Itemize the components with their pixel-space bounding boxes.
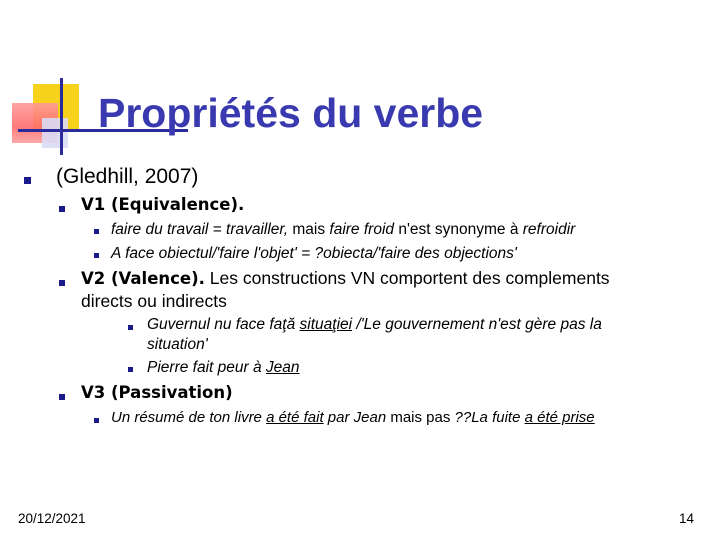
v2-rest: Les constructions VN comportent des complements <box>204 268 610 288</box>
v3-heading: V3 (Passivation) <box>81 383 233 402</box>
v2-item-2-b: Jean <box>265 359 300 376</box>
v1-item-1 <box>111 221 575 239</box>
v3-item-1-c: par Jean <box>323 409 387 426</box>
v1-item-1-a: faire du travail = travailler, <box>111 221 289 238</box>
v2-heading: V2 (Valence). <box>81 269 205 288</box>
bullet-square-icon <box>94 253 99 258</box>
v3-item-1-d: mais pas <box>386 409 455 426</box>
v1-heading: V1 (Equivalence). <box>81 195 245 214</box>
bullet-square-icon <box>94 418 99 423</box>
blue-square <box>42 118 68 148</box>
bullet-square-icon <box>59 206 65 212</box>
v2-line-1 <box>81 268 610 289</box>
v3-item-1-a: Un résumé de ton livre <box>111 409 267 426</box>
v2-item-2 <box>147 359 300 377</box>
v1-item-1-d: n'est synonyme à <box>394 221 523 238</box>
v1-item-1-c: faire froid <box>329 221 395 238</box>
v3-item-1-f: a été prise <box>524 409 595 426</box>
v2-item-1-a: Guvernul nu face faţă <box>147 316 300 333</box>
v2-line-2: directs ou indirects <box>81 291 227 311</box>
footer-page-number: 14 <box>679 511 695 526</box>
v1-item-1-e: refroidir <box>522 221 576 238</box>
v1-item-2: A face obiectul/'faire l'objet' = ?obiecta/'faire des objections' <box>111 245 517 262</box>
v3-item-1-e: ??La fuite <box>454 409 525 426</box>
v2-item-1-cont: situation' <box>147 336 208 353</box>
level1-text: (Gledhill, 2007) <box>56 165 199 188</box>
slide-title: Propriétés du verbe <box>98 90 484 136</box>
bullet-square-icon <box>128 325 133 330</box>
v1-item-1-b: mais <box>288 221 330 238</box>
v2-item-1-b: situaţiei <box>299 316 353 333</box>
v2-item-2-a: Pierre fait peur à <box>147 359 266 376</box>
bullet-square-icon <box>24 177 31 184</box>
v2-item-1 <box>147 316 602 334</box>
bullet-square-icon <box>59 280 65 286</box>
bullet-square-icon <box>128 367 133 372</box>
v2-item-1-c: /'Le gouvernement n'est gère pas la <box>352 316 602 333</box>
vertical-line <box>60 78 63 155</box>
v3-item-1-b: a été fait <box>266 409 324 426</box>
v3-item-1 <box>111 409 595 426</box>
bullet-square-icon <box>59 394 65 400</box>
bullet-square-icon <box>94 229 99 234</box>
footer-date: 20/12/2021 <box>18 511 86 526</box>
